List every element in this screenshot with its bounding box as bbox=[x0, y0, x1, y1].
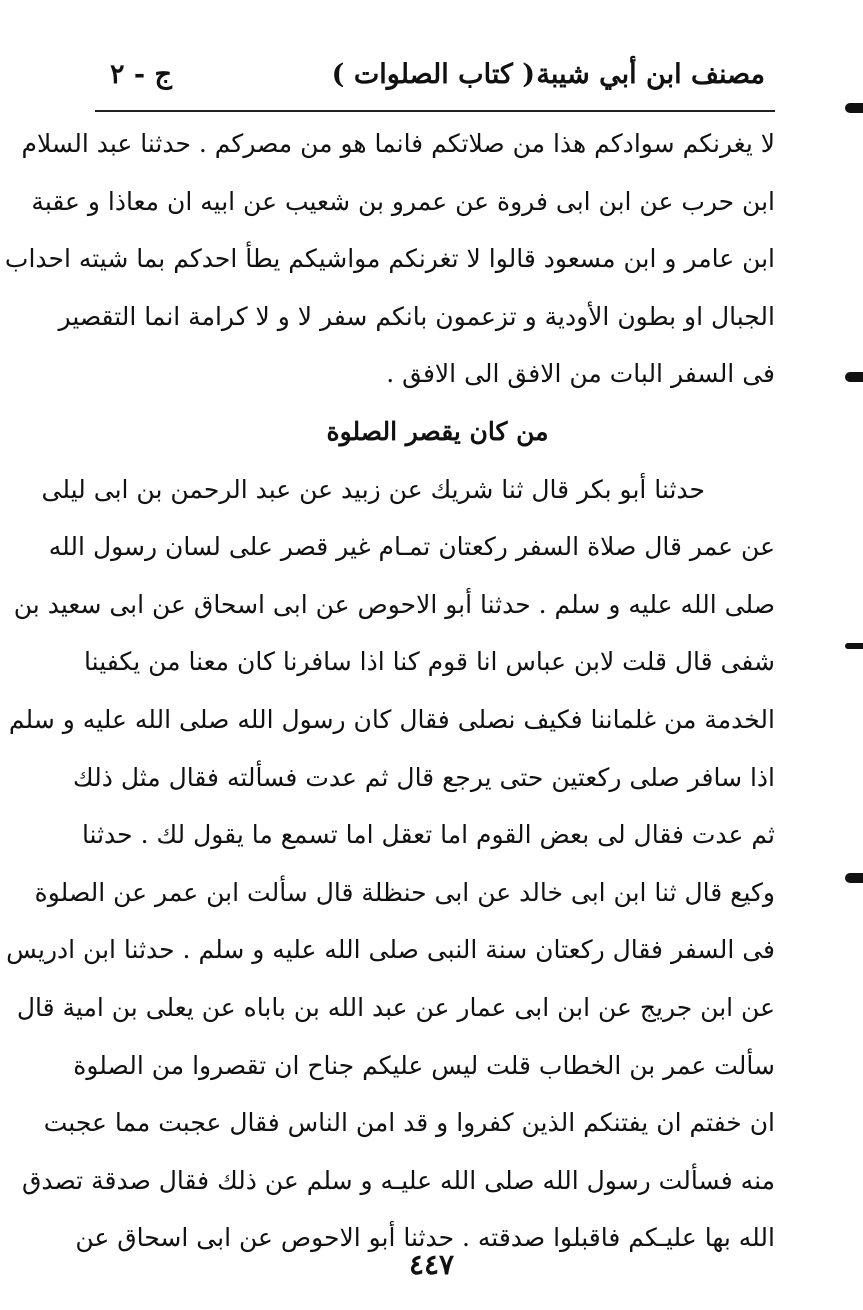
text-line: وكيع قال ثنا ابن ابى خالد عن ابى حنظلة قال سألت ابن عمر عن الصلوة bbox=[34, 877, 775, 907]
text-line: عن عمر قال صلاة السفر ركعتان تمـام غير قصر على لسان رسول الله bbox=[48, 532, 775, 562]
section-heading: من كان يقصر الصلوة bbox=[326, 416, 549, 446]
text-line: لا يغرنكم سوادكم هذا من صلاتكم فانما هو من مصركم . حدثنا عبد السلام bbox=[21, 129, 775, 158]
text-line: اذا سافر صلى ركعتين حتى يرجع قال ثم عدت فسألته فقال مثل ذلك bbox=[73, 762, 775, 792]
text-line: منه فسألت رسول الله صلى الله عليـه و سلم عن ذلك فقال صدقة تصدق bbox=[21, 1165, 775, 1195]
margin-mark bbox=[845, 372, 863, 382]
text-line: الله بها عليـكم فاقبلوا صدقته . حدثنا أبو الاحوص عن ابى اسحاق عن bbox=[75, 1223, 775, 1253]
margin-mark bbox=[845, 103, 863, 113]
page-number: ٤٤٧ bbox=[408, 1248, 455, 1281]
text-line: ان خفتم ان يفتنكم الذين كفروا و قد امن الناس فقال عجبت مما عجبت bbox=[43, 1108, 775, 1138]
text-line: فى السفر فقال ركعتان سنة النبى صلى الله عليه و سلم . حدثنا ابن ادريس bbox=[6, 935, 775, 965]
text-line: فى السفر البات من الافق الى الافق . bbox=[386, 359, 775, 389]
header-volume-number: ج - ٢ bbox=[110, 59, 172, 90]
header-chapter-title: ( كتاب الصلوات ) bbox=[331, 59, 535, 90]
text-line: ثم عدت فقال لى بعض القوم اما تعقل اما تسمع ما يقول لك . حدثنا bbox=[81, 820, 775, 850]
margin-mark bbox=[845, 873, 863, 883]
text-line: ابن عامر و ابن مسعود قالوا لا تغرنكم مواشيكم يطأ احدكم بما شيته احداب bbox=[4, 244, 775, 274]
text-line: حدثنا أبو بكر قال ثنا شريك عن زبيد عن عبد الرحمن بن ابى ليلى bbox=[41, 474, 705, 504]
text-line: شفى قال قلت لابن عباس انا قوم كنا اذا سافرنا كان معنا من يكفينا bbox=[84, 647, 775, 677]
header-divider bbox=[95, 110, 775, 112]
text-line: الخدمة من غلماننا فكيف نصلى فقال كان رسول الله صلى الله عليه و سلم bbox=[8, 704, 775, 734]
text-line: سألت عمر بن الخطاب قلت ليس عليكم جناح ان تقصروا من الصلوة bbox=[73, 1050, 775, 1080]
text-line: عن ابن جريج عن ابن ابى عمار عن عبد الله بن باباه عن يعلى بن امية قال bbox=[16, 992, 775, 1022]
margin-mark bbox=[845, 643, 863, 649]
header-book-title: مصنف ابن أبي شيبة bbox=[536, 59, 765, 90]
running-header bbox=[95, 55, 775, 103]
text-line: الجبال او بطون الأودية و تزعمون بانكم سفر لا و لا كرامة انما التقصير bbox=[58, 301, 775, 331]
text-line: صلى الله عليه و سلم . حدثنا أبو الاحوص عن ابى اسحاق عن ابى سعيد بن bbox=[13, 589, 775, 619]
main-text bbox=[4, 115, 775, 1267]
text-line: ابن حرب عن ابن ابى فروة عن عمرو بن شعيب عن ابيه ان معاذا و عقبة bbox=[31, 186, 775, 216]
